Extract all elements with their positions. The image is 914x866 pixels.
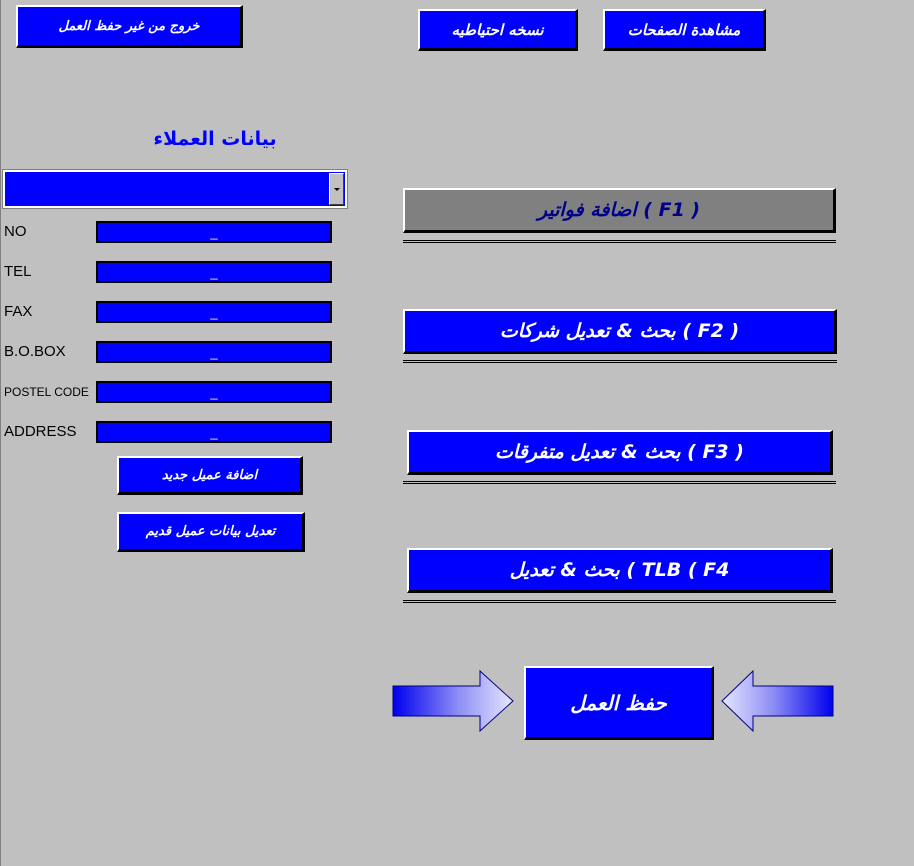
tel-field[interactable]: _ bbox=[96, 261, 332, 283]
view-pages-button[interactable]: مشاهدة الصفحات bbox=[603, 9, 766, 51]
chevron-down-icon bbox=[334, 188, 340, 191]
tlb-search-edit-button[interactable]: بحث & تعديل ( TLB ( F4 bbox=[407, 548, 833, 593]
no-field[interactable]: _ bbox=[96, 221, 332, 243]
divider bbox=[403, 600, 836, 603]
field-label-pobox: B.O.BOX bbox=[4, 343, 66, 360]
misc-search-edit-button[interactable]: بحث & تعديل متفرقات ( F3 ) bbox=[407, 430, 833, 475]
customers-title: بيانات العملاء bbox=[153, 128, 277, 150]
divider bbox=[403, 360, 837, 363]
field-label-fax: FAX bbox=[4, 303, 33, 320]
field-label-tel: TEL bbox=[4, 263, 32, 280]
window-left-edge bbox=[0, 0, 1, 866]
exit-without-save-button[interactable]: خروج من غير حفظ العمل bbox=[16, 5, 243, 48]
backup-button[interactable]: نسخه احتياطيه bbox=[418, 9, 578, 51]
divider bbox=[403, 481, 836, 484]
address-field[interactable]: _ bbox=[96, 421, 332, 443]
field-label-no: NO bbox=[4, 223, 27, 240]
left-arrow-icon bbox=[721, 670, 835, 732]
divider bbox=[403, 240, 836, 243]
postal-code-field[interactable]: _ bbox=[96, 381, 332, 403]
fax-field[interactable]: _ bbox=[96, 301, 332, 323]
field-label-postal-code: POSTEL CODE bbox=[4, 385, 89, 399]
add-invoices-button[interactable]: اضافة فواتير ( F1 ) bbox=[403, 188, 836, 233]
right-arrow-icon bbox=[392, 670, 515, 732]
customer-combobox[interactable] bbox=[3, 170, 347, 208]
field-label-address: ADDRESS bbox=[4, 423, 77, 440]
companies-search-edit-button[interactable]: بحث & تعديل شركات ( F2 ) bbox=[403, 309, 837, 354]
add-customer-button[interactable]: اضافة عميل جديد bbox=[117, 456, 303, 495]
pobox-field[interactable]: _ bbox=[96, 341, 332, 363]
combo-dropdown-button[interactable] bbox=[329, 173, 344, 205]
save-work-button[interactable]: حفظ العمل bbox=[524, 666, 714, 740]
edit-customer-button[interactable]: تعديل بيانات عميل قديم bbox=[117, 512, 305, 552]
